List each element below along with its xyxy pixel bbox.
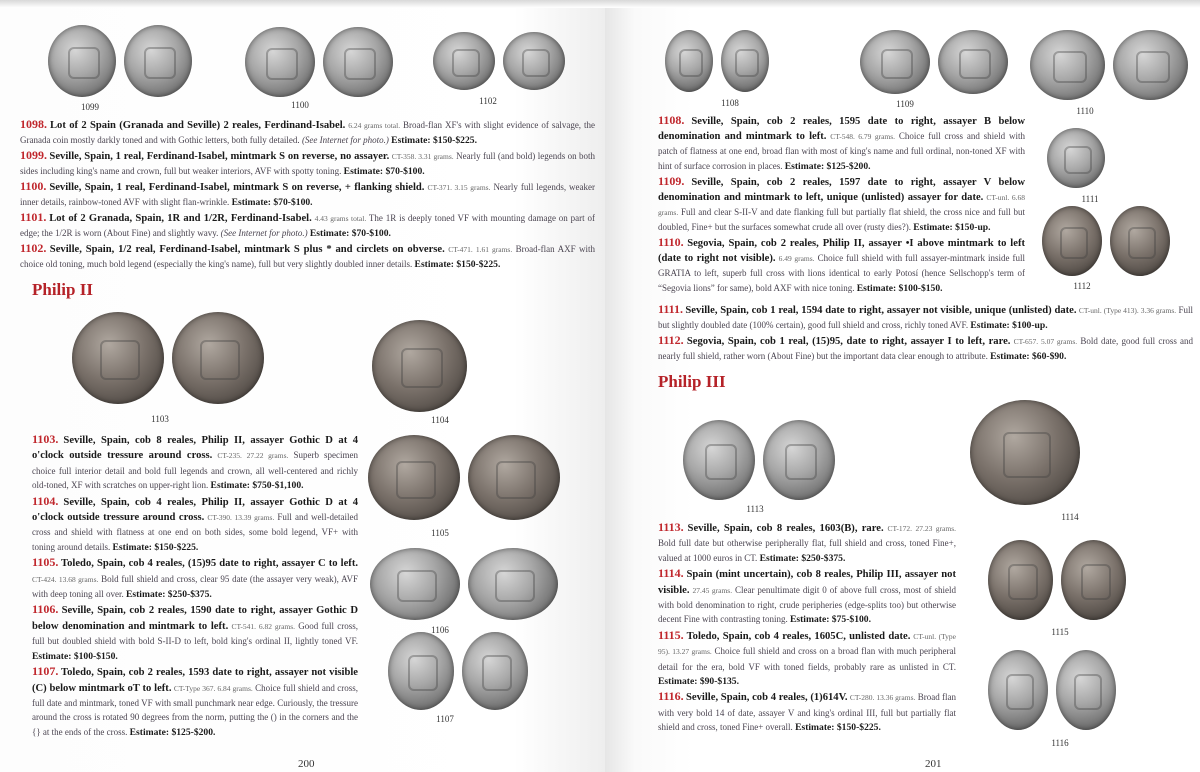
lot-reference: CT-280. 13.36 grams.: [849, 693, 916, 703]
section-heading-philip-iii: Philip III: [658, 372, 726, 391]
lot-title: Seville, Spain, 1/2 real, Ferdinand-Isabel, mintmark S plus * and circlets on obverse.: [49, 244, 445, 255]
lot-title: Toledo, Spain, cob 4 reales, 1605C, unlisted date.: [686, 630, 911, 642]
lot-estimate: Estimate: $750-$1,100.: [210, 480, 304, 492]
lot-estimate: Estimate: $100-$150.: [856, 283, 943, 294]
coin-reverse-image: [323, 27, 393, 97]
lot-entry: [658, 628, 956, 690]
lot-number: 1115.: [658, 627, 684, 642]
lot-estimate: Estimate: $150-$225.: [112, 541, 199, 553]
lot-estimate: Estimate: $70-$100.: [343, 166, 425, 177]
coin-reverse-image: [468, 435, 560, 520]
coin-label: 1103: [151, 414, 169, 424]
lot-estimate: Estimate: $150-$225.: [414, 259, 501, 270]
lot-description: The 1R is deeply toned VF with mounting damage on part of edge; the 1/2R is worn (About Fine) and slightly wavy.: [20, 213, 595, 238]
lot-estimate: Estimate: $150-$225.: [391, 135, 477, 146]
lot-reference: CT-541. 6.82 grams.: [231, 621, 296, 631]
lot-description: Nearly full legends, weaker inner details, rainbow-toned AVF with slight flan-wrinkle.: [20, 182, 596, 207]
coin-label: 1114: [1061, 512, 1079, 522]
lot-entry: [32, 664, 358, 740]
lot-note: (See Internet for photo.): [220, 228, 308, 238]
lot-reference: 6.24 grams total.: [348, 121, 401, 130]
lot-entry: [20, 117, 595, 148]
lot-title: Toledo, Spain, cob 4 reales, (15)95 date to right, assayer C to left.: [61, 558, 359, 570]
lot-title: Seville, Spain, cob 2 reales, 1590 date to right, assayer Gothic D below denomination and mintmark to left.: [32, 605, 358, 632]
lot-estimate: Estimate: $150-up.: [913, 222, 991, 233]
lot-estimate: Estimate: $100-$150.: [32, 650, 118, 662]
lot-description: Superb specimen choice full interior detail and bold full legends and crown, all well-centered and richly old-toned, XF with scratches on upper-right lion.: [32, 450, 359, 491]
lot-reference: CT-548. 6.79 grams.: [830, 132, 896, 141]
coin-label: 1100: [291, 100, 309, 110]
lot-description: Broad-flan XF's with slight evidence of salvage, the Granada coin mostly darkly toned and with Gothic letters, both fully detailed.: [20, 120, 596, 145]
lot-title: Seville, Spain, 1 real, Ferdinand-Isabel, mintmark S on reverse, + flanking shield.: [49, 182, 425, 193]
lot-number: 1110.: [658, 235, 684, 249]
coin-obverse-image: [988, 540, 1053, 620]
lot-list-top: [20, 117, 595, 272]
lot-number: 1108.: [658, 113, 685, 127]
lot-entry: [20, 241, 595, 272]
coin-label: 1108: [721, 98, 739, 108]
coin-obverse-image: [388, 632, 454, 710]
lot-note: (See Internet for photo.): [301, 135, 389, 145]
lot-entry: [20, 179, 595, 210]
lot-number: 1099.: [20, 148, 47, 162]
lot-title: Segovia, Spain, cob 2 reales, Philip II, assayer •I above mintmark to left (date to right not visible).: [658, 238, 1026, 264]
lot-title: Spain (mint uncertain), cob 8 reales, Philip III, assayer not visible.: [658, 569, 956, 596]
lot-number: 1111.: [658, 302, 684, 316]
lot-number: 1114.: [658, 566, 684, 581]
coin-obverse-image: [48, 25, 116, 97]
lot-number: 1101.: [20, 210, 47, 224]
lot-reference: CT-358. 3.31 grams.: [391, 152, 454, 161]
lot-number: 1112.: [658, 333, 684, 347]
lot-number: 1109.: [658, 174, 685, 188]
coin-reverse-image: [1056, 650, 1116, 730]
lot-entry: [20, 210, 595, 241]
coin-label: 1111: [1081, 194, 1099, 204]
lot-description: Clear penultimate digit 0 of above full cross, most of shield with bold denomination to right, crude peripheries (edge-splits too) but otherwise decent Fine with contrasting toning.: [658, 584, 957, 625]
lot-description: Bold date, good full cross and nearly full shield, rather worn (About Fine) but the important data clear enough to attribute.: [658, 336, 1194, 361]
lot-entry: [32, 494, 358, 556]
lot-reference: CT-unl. (Type 95). 13.27 grams.: [658, 631, 957, 657]
lot-description: Full but slightly doubled date (100% certain), good full shield and cross, richly toned AVF.: [658, 305, 1194, 330]
coin-obverse-image: [665, 30, 713, 92]
lot-entry: [658, 566, 956, 628]
lot-number: 1116.: [658, 689, 684, 704]
coin-reverse-image: [763, 420, 835, 500]
lot-number: 1107.: [32, 664, 59, 679]
lot-description: Choice full shield and cross on a broad flan with much peripheral detail for the era, bold VF with toned fields, probably rare as unlisted in CT.: [658, 646, 957, 672]
coin-obverse-image: [72, 312, 164, 404]
lot-reference: CT-390. 13.39 grams.: [207, 513, 275, 523]
lot-description: Broad-flan AXF with choice old toning, much bold legend (especially the king's name), full but very slightly doubled inner details.: [20, 244, 596, 269]
coin-reverse-image: [124, 25, 192, 97]
lot-reference: 6.49 grams.: [778, 254, 815, 263]
lot-estimate: Estimate: $250-$375.: [125, 589, 212, 601]
coin-label: 1099: [81, 102, 99, 112]
lot-number: 1104.: [32, 493, 59, 508]
coin-label: 1104: [431, 415, 449, 425]
page-number: 201: [925, 758, 942, 770]
coin-reverse-image: [468, 548, 558, 620]
coin-obverse-image: [1030, 30, 1105, 100]
lot-entry: [658, 302, 1193, 333]
lot-entry: [658, 113, 1025, 174]
lot-reference: 27.45 grams.: [692, 585, 733, 595]
coin-obverse-image: [368, 435, 460, 520]
coin-label: 1116: [1051, 738, 1069, 748]
coin-reverse-image: [462, 632, 528, 710]
lot-description: Choice full shield with full assayer-mintmark inside full GRATIA to left, superb full cross with lions identical to early Potosí (hence Sellschopp's term of “Segovia lions” for same), bold AXF with nice toning.: [658, 253, 1026, 293]
lot-reference: CT-Type 367. 6.84 grams.: [173, 683, 253, 693]
coin-obverse-image: [970, 400, 1080, 505]
lot-description: Full and clear S-II-V and date flanking full but partially flat shield, the cross nice and full but doubled, Fine+ but the surfaces somewhat crude all over (rusty dies?).: [658, 207, 1026, 232]
lot-description: Bold full date but otherwise peripherally flat, full shield and cross, toned Fine+, valued at 1000 euros in CT.: [658, 538, 956, 563]
lot-title: Seville, Spain, cob 2 reales, 1597 date to right, assayer V below denomination and mintmark to left, unique (unlisted) assayer for date.: [658, 177, 1025, 203]
left-top-section: [20, 117, 595, 300]
coin-label: 1102: [479, 96, 497, 106]
lot-number: 1098.: [20, 117, 47, 131]
lot-entry: [32, 602, 358, 664]
coin-label: 1115: [1051, 627, 1069, 637]
lot-reference: CT-371. 3.15 grams.: [427, 183, 491, 192]
lot-estimate: Estimate: $70-$100.: [309, 228, 391, 239]
coin-label: 1110: [1076, 106, 1094, 116]
coin-reverse-image: [721, 30, 769, 92]
top-shadow: [0, 0, 1200, 8]
lot-title: Lot of 2 Granada, Spain, 1R and 1/2R, Ferdinand-Isabel.: [49, 213, 312, 224]
lot-reference: CT-424. 13.68 grams.: [32, 574, 99, 584]
lot-estimate: Estimate: $125-$200.: [784, 161, 871, 172]
coin-obverse-image: [370, 548, 460, 620]
lot-description: Good full cross, full but doubled shield with bold S-II-D to left, bold king's ordinal II, lightly toned VF.: [32, 620, 359, 647]
lot-title: Lot of 2 Spain (Granada and Seville) 2 reales, Ferdinand-Isabel.: [49, 120, 346, 131]
section-heading-philip-ii: Philip II: [32, 280, 93, 299]
lot-title: Seville, Spain, cob 8 reales, 1603(B), rare.: [687, 523, 884, 534]
coin-label: 1107: [436, 714, 454, 724]
lot-title: Seville, Spain, cob 4 reales, Philip II, assayer Gothic D at 4 o'clock outside tressure around cross.: [32, 496, 358, 524]
right-page: [605, 0, 1200, 772]
lot-number: 1100.: [20, 179, 47, 193]
coin-label: 1106: [431, 625, 449, 635]
lot-title: Seville, Spain, cob 2 reales, 1595 date to right, assayer B below denomination and mintmark to left.: [658, 116, 1025, 142]
coin-label: 1109: [896, 99, 914, 109]
lot-reference: CT-unl. (Type 413). 3.36 grams.: [1078, 306, 1177, 315]
lot-entry: [20, 148, 595, 179]
coin-reverse-image: [503, 32, 565, 90]
lot-number: 1103.: [32, 432, 59, 446]
lot-list-column: [32, 432, 358, 740]
coin-reverse-image: [172, 312, 264, 404]
lot-description: Nearly full (and bold) legends on both sides including king's name and crown, full but weaker interiors, AVF with spotty toning.: [20, 151, 596, 176]
lot-number: 1105.: [32, 555, 59, 570]
lot-title: Toledo, Spain, cob 2 reales, 1593 date to right, assayer not visible (C) below mintmark oT to left.: [32, 667, 359, 694]
lot-entry: [32, 555, 358, 602]
coin-reverse-image: [1061, 540, 1126, 620]
coin-label: 1112: [1073, 281, 1091, 291]
lot-entry: [658, 520, 956, 566]
lot-entry: [658, 174, 1025, 235]
lot-entry: [658, 235, 1025, 296]
coin-obverse-image: [245, 27, 315, 97]
lot-reference: CT-471. 1.61 grams.: [448, 245, 513, 254]
lot-entry: [658, 333, 1193, 364]
coin-obverse-image: [860, 30, 930, 94]
coin-label: 1113: [746, 504, 764, 514]
lot-estimate: Estimate: $70-$100.: [231, 197, 313, 208]
lot-estimate: Estimate: $150-$225.: [795, 722, 881, 734]
lot-description: Full and well-detailed cross and shield with flatness at one end on both sides, some bold legend, VF+ with toning around details.: [32, 512, 358, 552]
lot-estimate: Estimate: $60-$90.: [990, 351, 1067, 362]
lot-description: Broad flan with very bold 14 of date, assayer V and king's ordinal III, full but partially flat shield and cross, toned Fine+ overall.: [658, 692, 957, 733]
lot-number: 1113.: [658, 520, 684, 534]
lot-title: Segovia, Spain, cob 1 real, (15)95, date to right, assayer I to left, rare.: [686, 336, 1011, 347]
lot-reference: CT-unl. 6.68 grams.: [658, 193, 1026, 217]
lot-list-top: [658, 113, 1025, 296]
right-top-section: [658, 113, 1198, 392]
coin-obverse-image: [988, 650, 1048, 730]
lot-description: Choice full cross and shield with patch of flatness at one end, broad flan with most of king's name and full ordinal, non-toned XF with hint of surface corrosion in places.: [658, 131, 1026, 171]
page-number: 200: [298, 758, 315, 770]
lot-title: Seville, Spain, cob 8 reales, Philip II, assayer Gothic D at 4 o'clock outside tressure around cross.: [32, 435, 358, 462]
lot-title: Seville, Spain, cob 1 real, 1594 date to right, assayer not visible, unique (unlisted) date.: [685, 305, 1077, 316]
lot-description: Bold full shield and cross, clear 95 date (the assayer very weak), AVF with deep toning all over.: [32, 573, 359, 600]
lot-estimate: Estimate: $125-$200.: [129, 726, 216, 738]
coin-obverse-image: [433, 32, 495, 90]
coin-obverse-image: [683, 420, 755, 500]
coin-reverse-image: [1113, 30, 1188, 100]
lot-estimate: Estimate: $100-up.: [970, 320, 1048, 331]
coin-obverse-image: [372, 320, 467, 412]
lot-number: 1106.: [32, 602, 59, 617]
lot-entry: [32, 432, 358, 494]
lot-list-wide: [658, 302, 1193, 364]
lot-reference: 4.43 grams total.: [314, 214, 367, 223]
lot-reference: CT-172. 27.23 grams.: [887, 524, 956, 533]
lot-estimate: Estimate: $90-$135.: [658, 676, 739, 688]
lot-estimate: Estimate: $75-$100.: [789, 614, 871, 626]
lot-estimate: Estimate: $250-$375.: [759, 552, 846, 564]
coin-label: 1105: [431, 528, 449, 538]
lot-title: Seville, Spain, 1 real, Ferdinand-Isabel, mintmark S on reverse, no assayer.: [49, 151, 390, 162]
lot-description: Choice full shield and cross, full date and mintmark, toned VF with small punchmark near edge. Curiously, the tressure around the cross is rotated 90 degrees from the norm, putting the () in the corners and the {} at the ends of the cross.: [32, 682, 359, 737]
lot-reference: CT-657. 5.07 grams.: [1013, 337, 1078, 346]
lot-reference: CT-235. 27.22 grams.: [217, 451, 289, 461]
lot-list-column: [658, 520, 956, 736]
coin-reverse-image: [938, 30, 1008, 94]
lot-entry: [658, 689, 956, 735]
lot-title: Seville, Spain, cob 4 reales, (1)614V.: [686, 692, 848, 704]
lot-number: 1102.: [20, 241, 47, 255]
